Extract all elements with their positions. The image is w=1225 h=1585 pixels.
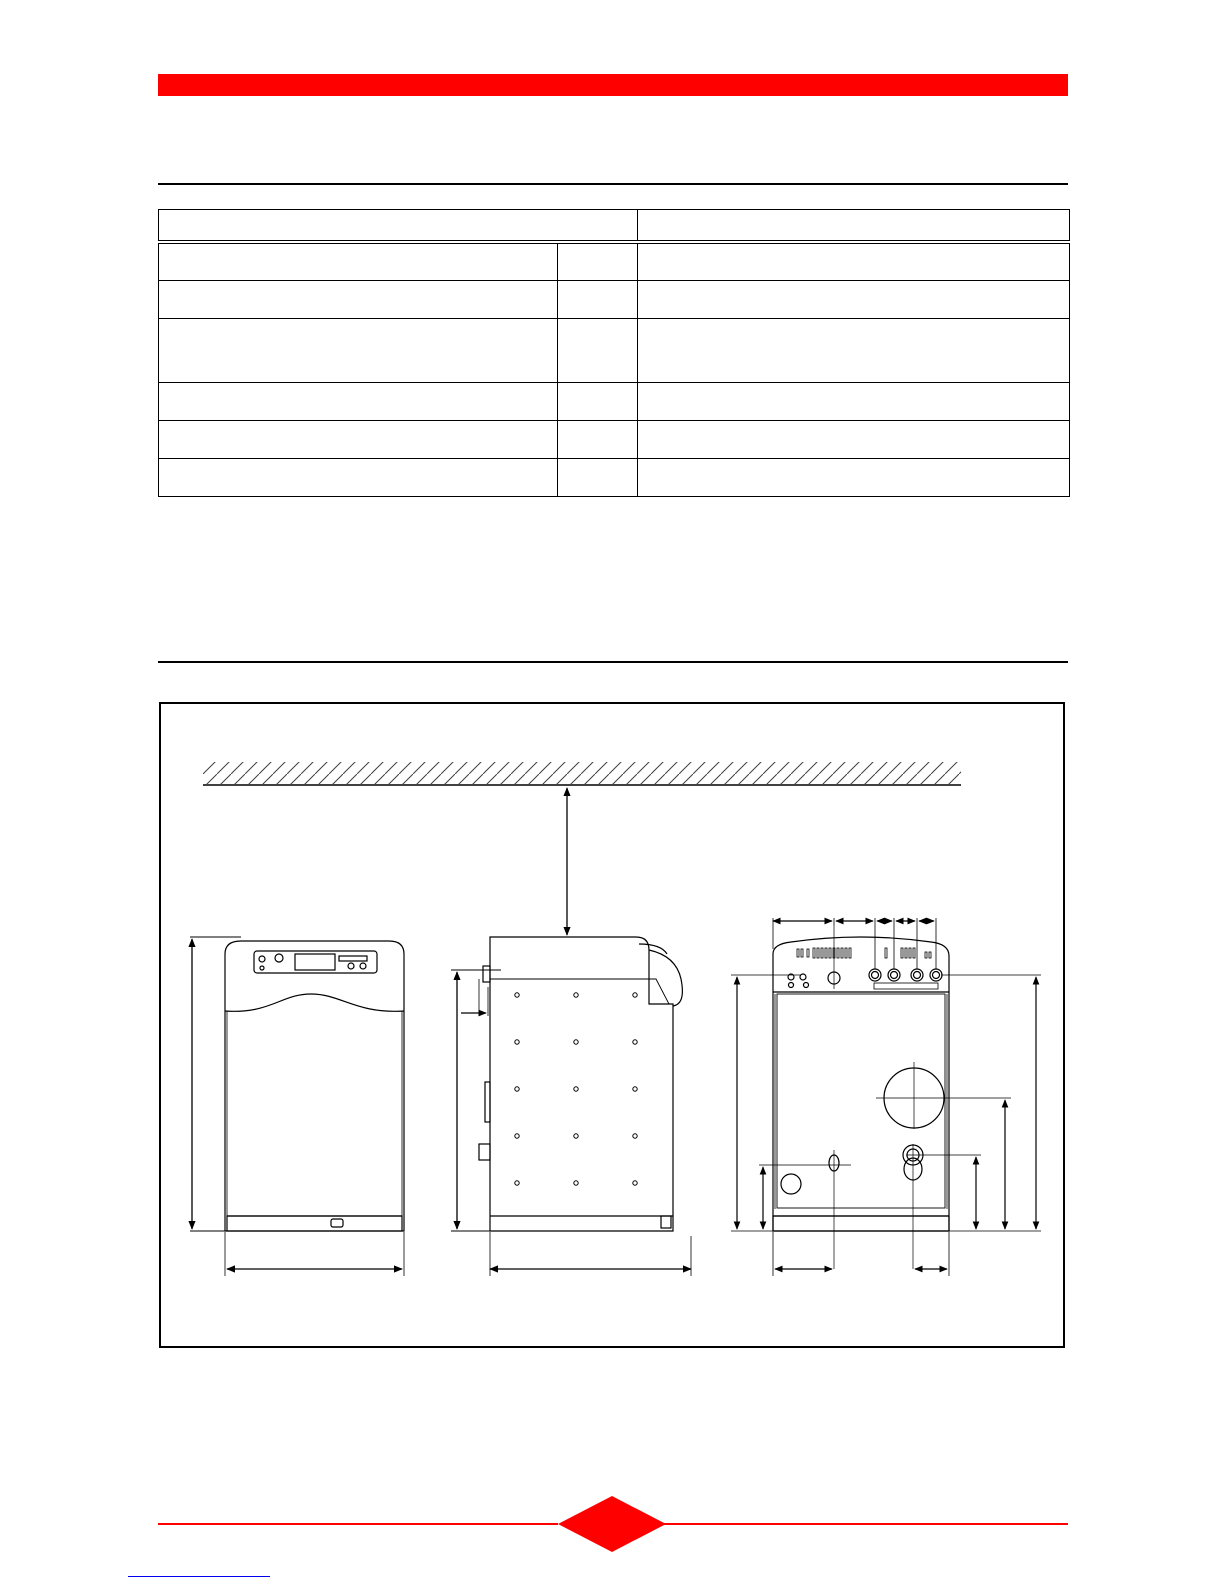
footer-line-right bbox=[664, 1523, 1068, 1525]
table-row bbox=[159, 458, 1070, 496]
spec-table bbox=[158, 209, 1070, 497]
spec-cell bbox=[558, 420, 638, 458]
spec-cell bbox=[159, 458, 558, 496]
spec-cell bbox=[558, 242, 638, 280]
side-view bbox=[479, 937, 682, 1231]
spec-cell bbox=[159, 382, 558, 420]
front-view bbox=[225, 941, 404, 1231]
bottom-link-underline[interactable] bbox=[128, 1576, 270, 1577]
spec-cell bbox=[159, 242, 558, 280]
spec-cell bbox=[638, 382, 1070, 420]
table-row bbox=[159, 318, 1070, 382]
rear-bottom-dimensions bbox=[773, 1232, 949, 1276]
table-row bbox=[159, 280, 1070, 318]
section-rule-top bbox=[158, 183, 1068, 185]
footer-diamond bbox=[557, 1495, 667, 1553]
section-rule-middle bbox=[158, 661, 1068, 663]
diamond-shape bbox=[558, 1496, 666, 1552]
spec-cell bbox=[159, 280, 558, 318]
spec-cell bbox=[638, 280, 1070, 318]
spec-table-header bbox=[159, 210, 1070, 243]
spec-cell bbox=[638, 318, 1070, 382]
rear-view bbox=[773, 926, 949, 1269]
ceiling bbox=[203, 762, 961, 785]
table-row bbox=[159, 242, 1070, 280]
spec-header-cell bbox=[638, 210, 1070, 243]
spec-cell bbox=[558, 318, 638, 382]
spec-cell bbox=[558, 382, 638, 420]
spec-cell bbox=[159, 420, 558, 458]
spec-cell bbox=[558, 458, 638, 496]
footer-line-left bbox=[158, 1523, 558, 1525]
spec-header-cell bbox=[159, 210, 638, 243]
drawing-svg bbox=[161, 704, 1063, 1346]
spec-cell bbox=[159, 318, 558, 382]
table-row bbox=[159, 420, 1070, 458]
table-row bbox=[159, 382, 1070, 420]
spec-cell bbox=[558, 280, 638, 318]
header-red-bar bbox=[158, 74, 1068, 96]
dimension-drawing bbox=[159, 702, 1065, 1348]
spec-cell bbox=[638, 458, 1070, 496]
spec-cell bbox=[638, 420, 1070, 458]
spec-cell bbox=[638, 242, 1070, 280]
